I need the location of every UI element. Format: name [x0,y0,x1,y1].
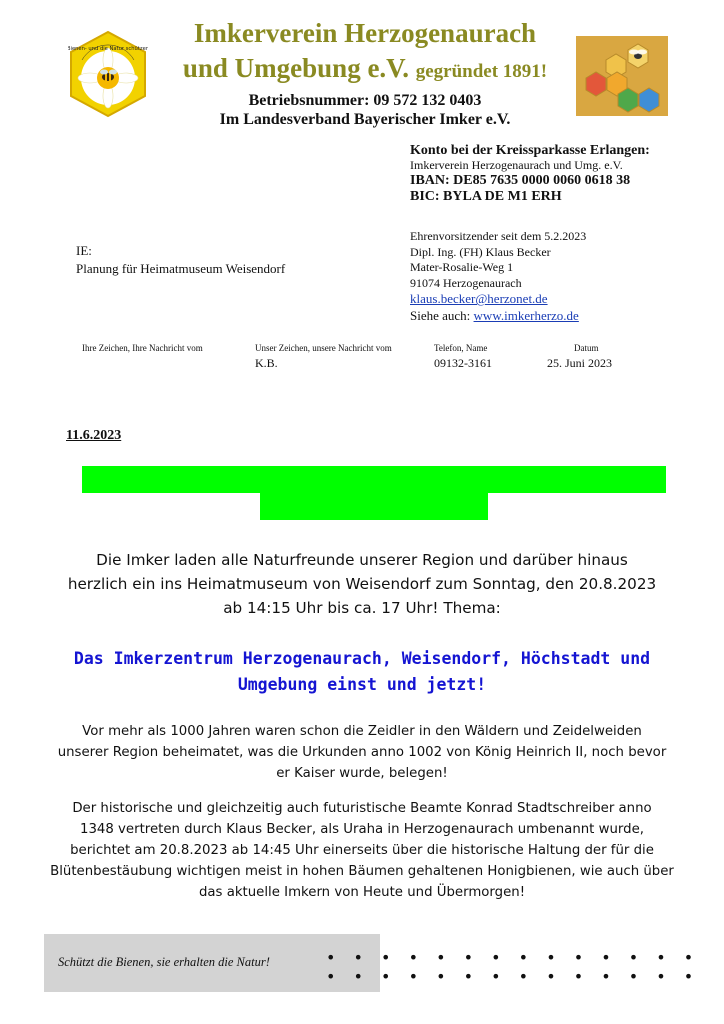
founded-year: gegründet 1891! [415,61,548,82]
club-name-line2 [150,53,580,84]
paragraph2-line-5: das aktuelle Imkern von Heute und Übermorgen! [198,885,526,900]
logo-text: Bienen- und die Natur schützen [68,46,148,52]
see-also-label: Siehe auch: [410,308,471,324]
footer-slogan: Schützt die Bienen, sie erhalten die Natur! [58,955,270,969]
club-name-suffix: und Umgebung e.V. [182,53,409,83]
sender-name: Dipl. Ing. (FH) Klaus Becker [410,244,551,259]
registration-number: Betriebsnummer: 09 572 132 0403 [248,92,482,109]
date-label: Datum [574,343,599,353]
sender-block [410,229,586,325]
topic-headline [40,646,684,698]
paragraph2-line-2: 1348 vertreten durch Klaus Becker, als Uraha in Herzogenaurach umbenannt wurde, [79,822,644,837]
paragraph1-line-3: er Kaiser wurde, belegen! [276,766,448,781]
recipient-line-2: Planung für Heimatmuseum Weisendorf [76,260,286,276]
bank-title: Konto bei der Kreissparkasse Erlangen: [410,143,650,158]
your-reference-label: Ihre Zeichen, Ihre Nachricht vom [82,343,203,353]
highlight-banner-bottom [260,493,488,520]
recipient-line-1: IE: [76,243,92,258]
invitation-line-1: Die Imker laden alle Naturfreunde unserer Region und darüber hinaus [96,551,628,569]
club-logo [68,30,148,118]
recipient-block [76,242,285,277]
phone-label: Telefon, Name [434,343,488,353]
date-heading: 11.6.2023 [66,428,122,443]
honeycomb-logo [576,36,668,116]
date-value: 25. Juni 2023 [547,356,613,370]
headline-line-1: Das Imkerzentrum Herzogenaurach, Weisendorf, Höchstadt und [73,649,651,668]
headline-line-2: Umgebung einst und jetzt! [237,675,487,694]
association-line: Im Landesverband Bayerischer Imker e.V. [219,111,511,128]
invitation-line-3: ab 14:15 Uhr bis ca. 17 Uhr! Thema: [223,599,501,617]
sender-street: Mater-Rosalie-Weg 1 [410,260,514,275]
our-reference-value: K.B. [255,356,278,370]
paragraph1-line-1: Vor mehr als 1000 Jahren waren schon die Zeidler in den Wäldern und Zeidelweiden [82,724,642,739]
bank-details [410,143,710,205]
website-link[interactable]: www.imkerherzo.de [473,308,579,324]
paragraph2-line-1: Der historische und gleichzeitig auch futuristische Beamte Konrad Stadtschreiber anno [72,801,652,816]
iban: IBAN: DE85 7635 0000 0060 0618 38 [410,172,631,188]
email-link[interactable]: klaus.becker@herzonet.de [410,291,548,307]
paragraph2-line-3: berichtet am 20.8.2023 ab 14:45 Uhr einerseits über die historische Haltung der für die [70,843,654,858]
our-reference-label: Unser Zeichen, unsere Nachricht vom [255,343,392,353]
footer-dotted-line: • • • • • • • • • • • • • • • • • • • • • • • • • • • • [326,948,700,986]
bic: BIC: BYLA DE M1 ERH [410,188,562,204]
club-name-line1: Imkerverein Herzogenaurach [193,18,537,48]
phone-value: 09132-3161 [434,356,492,370]
history-paragraph [40,721,684,784]
invitation-line-2: herzlich ein ins Heimatmuseum von Weisendorf zum Sonntag, den 20.8.2023 [67,575,657,593]
paragraph1-line-2: unserer Region beheimatet, was die Urkunden anno 1002 von König Heinrich II, noch bevor [57,745,667,760]
sender-role: Ehrenvorsitzender seit dem 5.2.2023 [410,229,587,243]
highlight-banner-top [82,466,666,493]
event-paragraph [40,798,684,903]
sender-city: 91074 Herzogenaurach [410,275,522,290]
invitation-text [40,548,684,620]
paragraph2-line-4: Blütenbestäubung wichtigen meist in hohen Bäumen gehaltenen Honigbienen, wie auch über [50,864,674,879]
account-holder: Imkerverein Herzogenaurach und Umg. e.V. [410,158,623,173]
